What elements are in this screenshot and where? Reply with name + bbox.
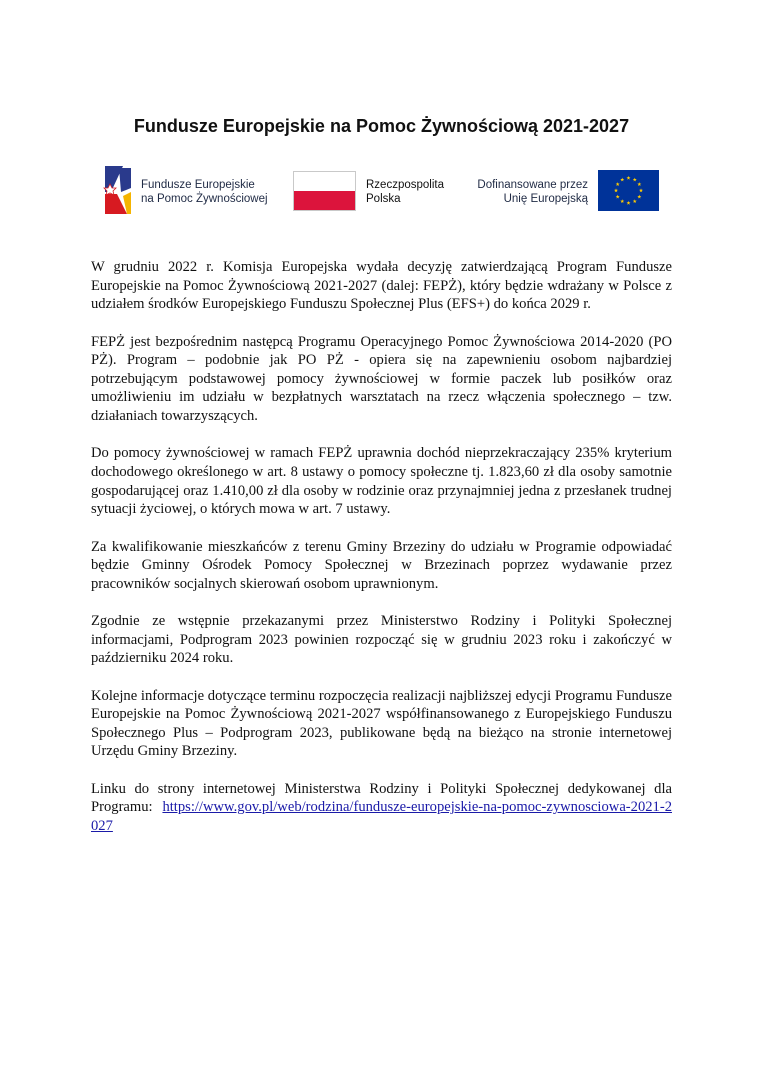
paragraph: W grudniu 2022 r. Komisja Europejska wydała decyzję zatwierdzającą Program Fundusze Europejskie na Pomoc Żywnościową 2021-2027 (dalej: FEPŻ), który będzie wdrażany w Polsce z udziałem środków Europejskiego Funduszu Społecznej Plus (EFS+) do końca 2029 r. <box>91 259 672 313</box>
link-paragraph <box>91 780 672 836</box>
rp-logo-line1: Rzeczpospolita <box>366 179 444 191</box>
eu-logo-line2: Unię Europejską <box>503 193 588 205</box>
polish-flag-icon <box>293 171 356 211</box>
page-title: Fundusze Europejskie na Pomoc Żywnościową 2021-2027 <box>133 116 630 136</box>
paragraph: Do pomocy żywnościowej w ramach FEPŻ uprawnia dochód nieprzekraczający 235% kryterium dochodowego określonego w art. 8 ustawy o pomocy społeczne tj. 1.823,60 zł dla osoby samotnie gospodarującej oraz 1.410,00 zł dla osoby w rodzinie oraz przynajmniej jedna z przesłanek trudnej sytuacji życiowej, o których mowa w art. 7 ustawy. <box>91 445 672 518</box>
paragraph: FEPŻ jest bezpośrednim następcą Programu Operacyjnego Pomoc Żywnościowa 2014-2020 (PO PŻ). Program – podobnie jak PO PŻ - opiera się na zapewnieniu osobom najbardziej potrzebującym podstawowej pomocy żywnościowej w formie paczek lub posiłków oraz umożliwieniu im udziału w bezpłatnych warsztatach na rzecz włączenia społecznego – tzw. działaniach towarzyszących. <box>91 333 672 424</box>
fepz-logo-line1: Fundusze Europejskie <box>141 179 255 191</box>
paragraph: Zgodnie ze wstępnie przekazanymi przez Ministerstwo Rodziny i Polityki Społecznej informacjami, Podprogram 2023 powinien rozpocząć się w grudniu 2023 roku i zakończyć w październiku 2024 roku. <box>91 613 672 667</box>
fepz-logo-text <box>141 178 268 206</box>
eu-logo-text <box>470 178 588 206</box>
eu-logo-line1: Dofinansowane przez <box>477 179 588 191</box>
rp-logo-text <box>366 178 444 206</box>
rp-logo-line2: Polska <box>366 193 401 205</box>
link-intro-text: Linku do strony internetowej Ministerstwa Rodziny i Polityki Społecznej dedykowanej dla Programu: <box>91 780 672 816</box>
fepz-logo-line2: na Pomoc Żywnościowej <box>141 193 268 205</box>
eu-flag-icon <box>598 170 659 211</box>
program-link[interactable]: https://www.gov.pl/web/rodzina/fundusze-europejskie-na-pomoc-zywnosciowa-2021-2027 <box>91 799 672 835</box>
fepz-emblem-icon <box>101 162 135 218</box>
paragraph: Za kwalifikowanie mieszkańców z terenu Gminy Brzeziny do udziału w Programie odpowiadać będzie Gminny Ośrodek Pomocy Społecznej w Brzezinach poprzez wydawanie przez pracowników socjalnych skierowań osobom uprawnionym. <box>91 538 672 592</box>
logo-bar <box>0 160 763 220</box>
paragraph: Kolejne informacje dotyczące terminu rozpoczęcia realizacji najbliższej edycji Programu Fundusze Europejskie na Pomoc Żywnościową 2021-2027 współfinansowanego z Europejskiego Funduszu Społecznego Plus – Podprogram 2023, publikowane będą na bieżąco na stronie internetowej Urzędu Gminy Brzeziny. <box>91 687 672 760</box>
document-body <box>91 258 672 854</box>
